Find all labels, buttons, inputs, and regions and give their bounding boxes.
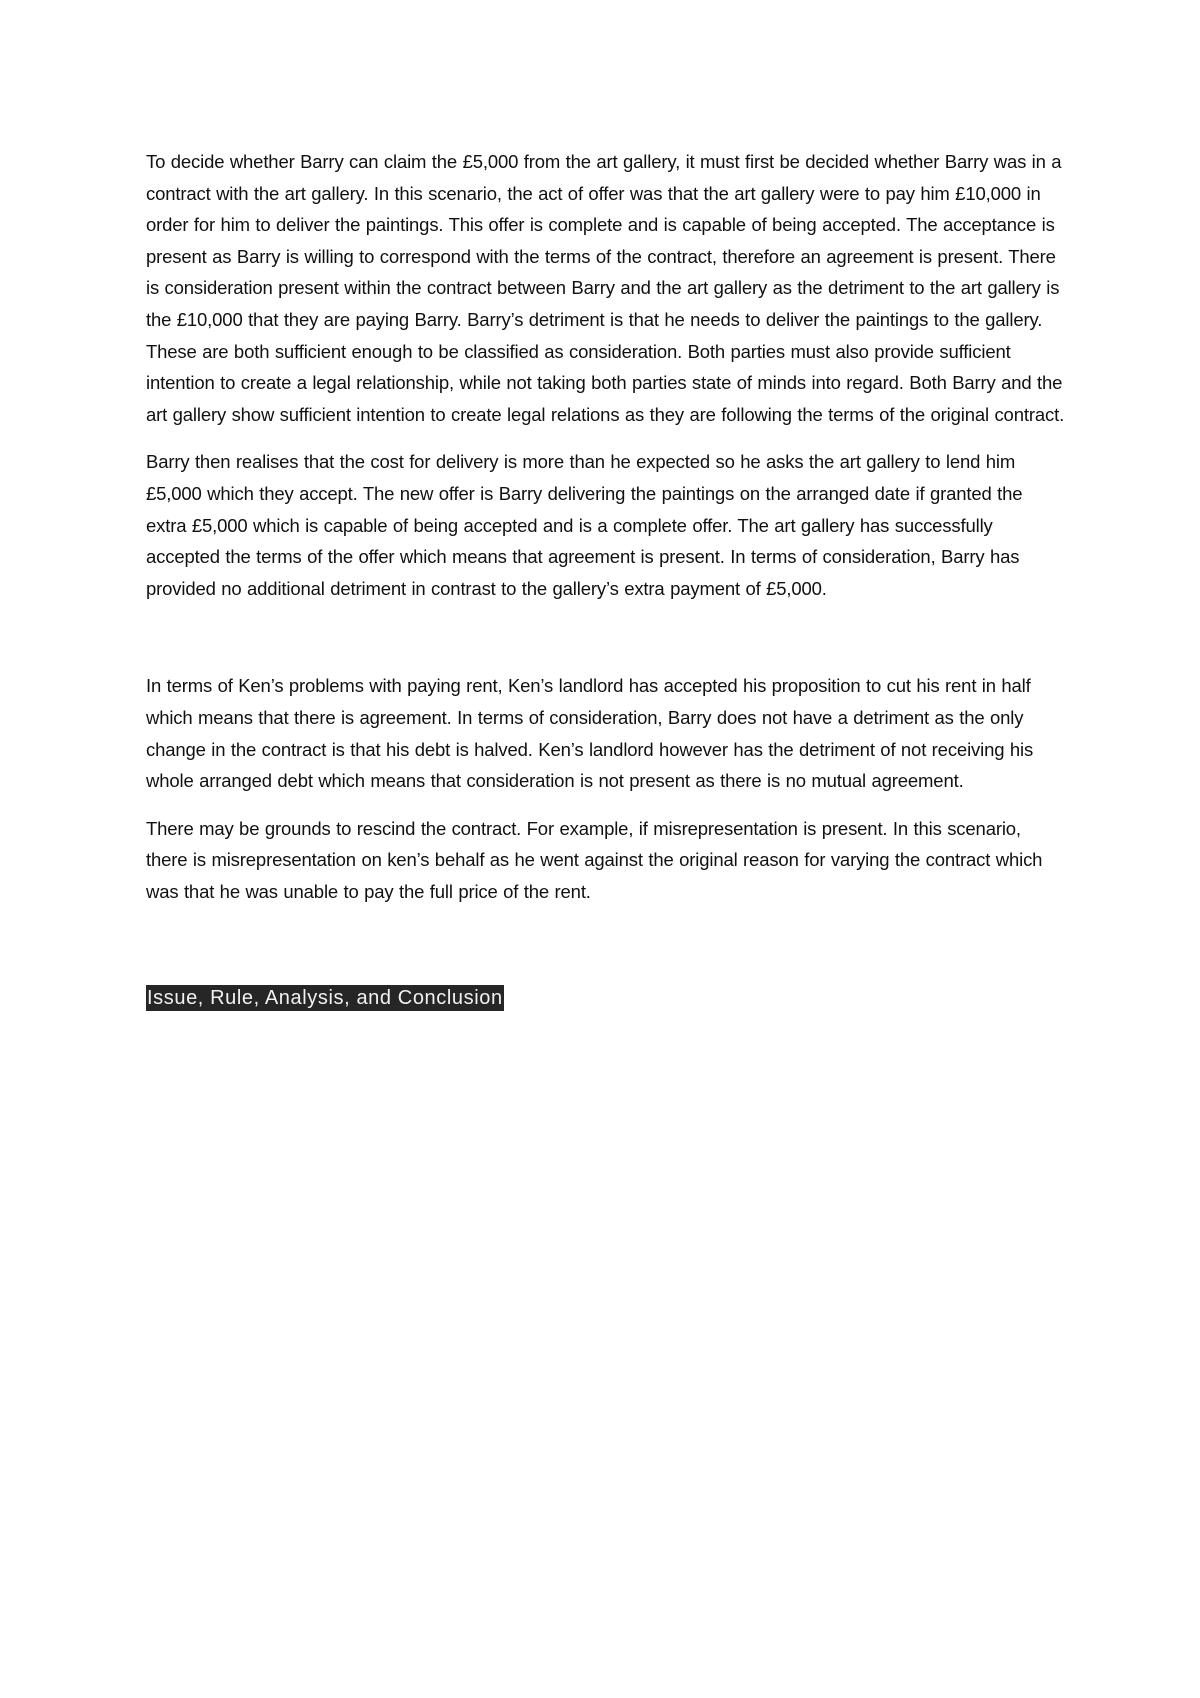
section-heading-irac: Issue, Rule, Analysis, and Conclusion (147, 987, 503, 1010)
spacer (146, 923, 1066, 985)
paragraph-contract-formation: To decide whether Barry can claim the £5,000 from the art gallery, it must first be decided whether Barry was in a contract with the art gallery. In this scenario, the act of offer was that the art gallery were to pay him £10,000 in order for him to deliver the paintings. This offer is complete and is capable of being accepted. The acceptance is present as Barry is willing to correspond with the terms of the contract, therefore an agreement is present. There is consideration present within the contract between Barry and the art gallery as the detriment to the art gallery is the £10,000 that they are paying Barry. Barry’s detriment is that he needs to deliver the paintings to the gallery. These are both sufficient enough to be classified as consideration. Both parties must also provide sufficient intention to create a legal relationship, while not taking both parties state of minds into regard. Both Barry and the art gallery show sufficient intention to create legal relations as they are following the terms of the original contract. (146, 151, 1065, 425)
paragraph-ken-rent: In terms of Ken’s problems with paying rent, Ken’s landlord has accepted his proposition to cut his rent in half which means that there is agreement. In terms of consideration, Barry does not have a detriment as the only change in the contract is that his debt is halved. Ken’s landlord however has the detriment of not receiving his whole arranged debt which means that consideration is not present as there is no mutual agreement. (146, 675, 1034, 792)
section-heading-container (146, 985, 1066, 1014)
document-body (146, 146, 1066, 1014)
spacer (146, 620, 1066, 670)
paragraph-rescind-contract: There may be grounds to rescind the contract. For example, if misrepresentation is present. In this scenario, there is misrepresentation on ken’s behalf as he went against the original reason for varying the contract which was that he was unable to pay the full price of the rent. (146, 817, 1043, 902)
paragraph-delivery-cost: Barry then realises that the cost for delivery is more than he expected so he asks the art gallery to lend him £5,000 which they accept. The new offer is Barry delivering the paintings on the arranged date if granted the extra £5,000 which is capable of being accepted and is a complete offer. The art gallery has successfully accepted the terms of the offer which means that agreement is present. In terms of consideration, Barry has provided no additional detriment in contrast to the gallery’s extra payment of £5,000. (146, 451, 1023, 599)
